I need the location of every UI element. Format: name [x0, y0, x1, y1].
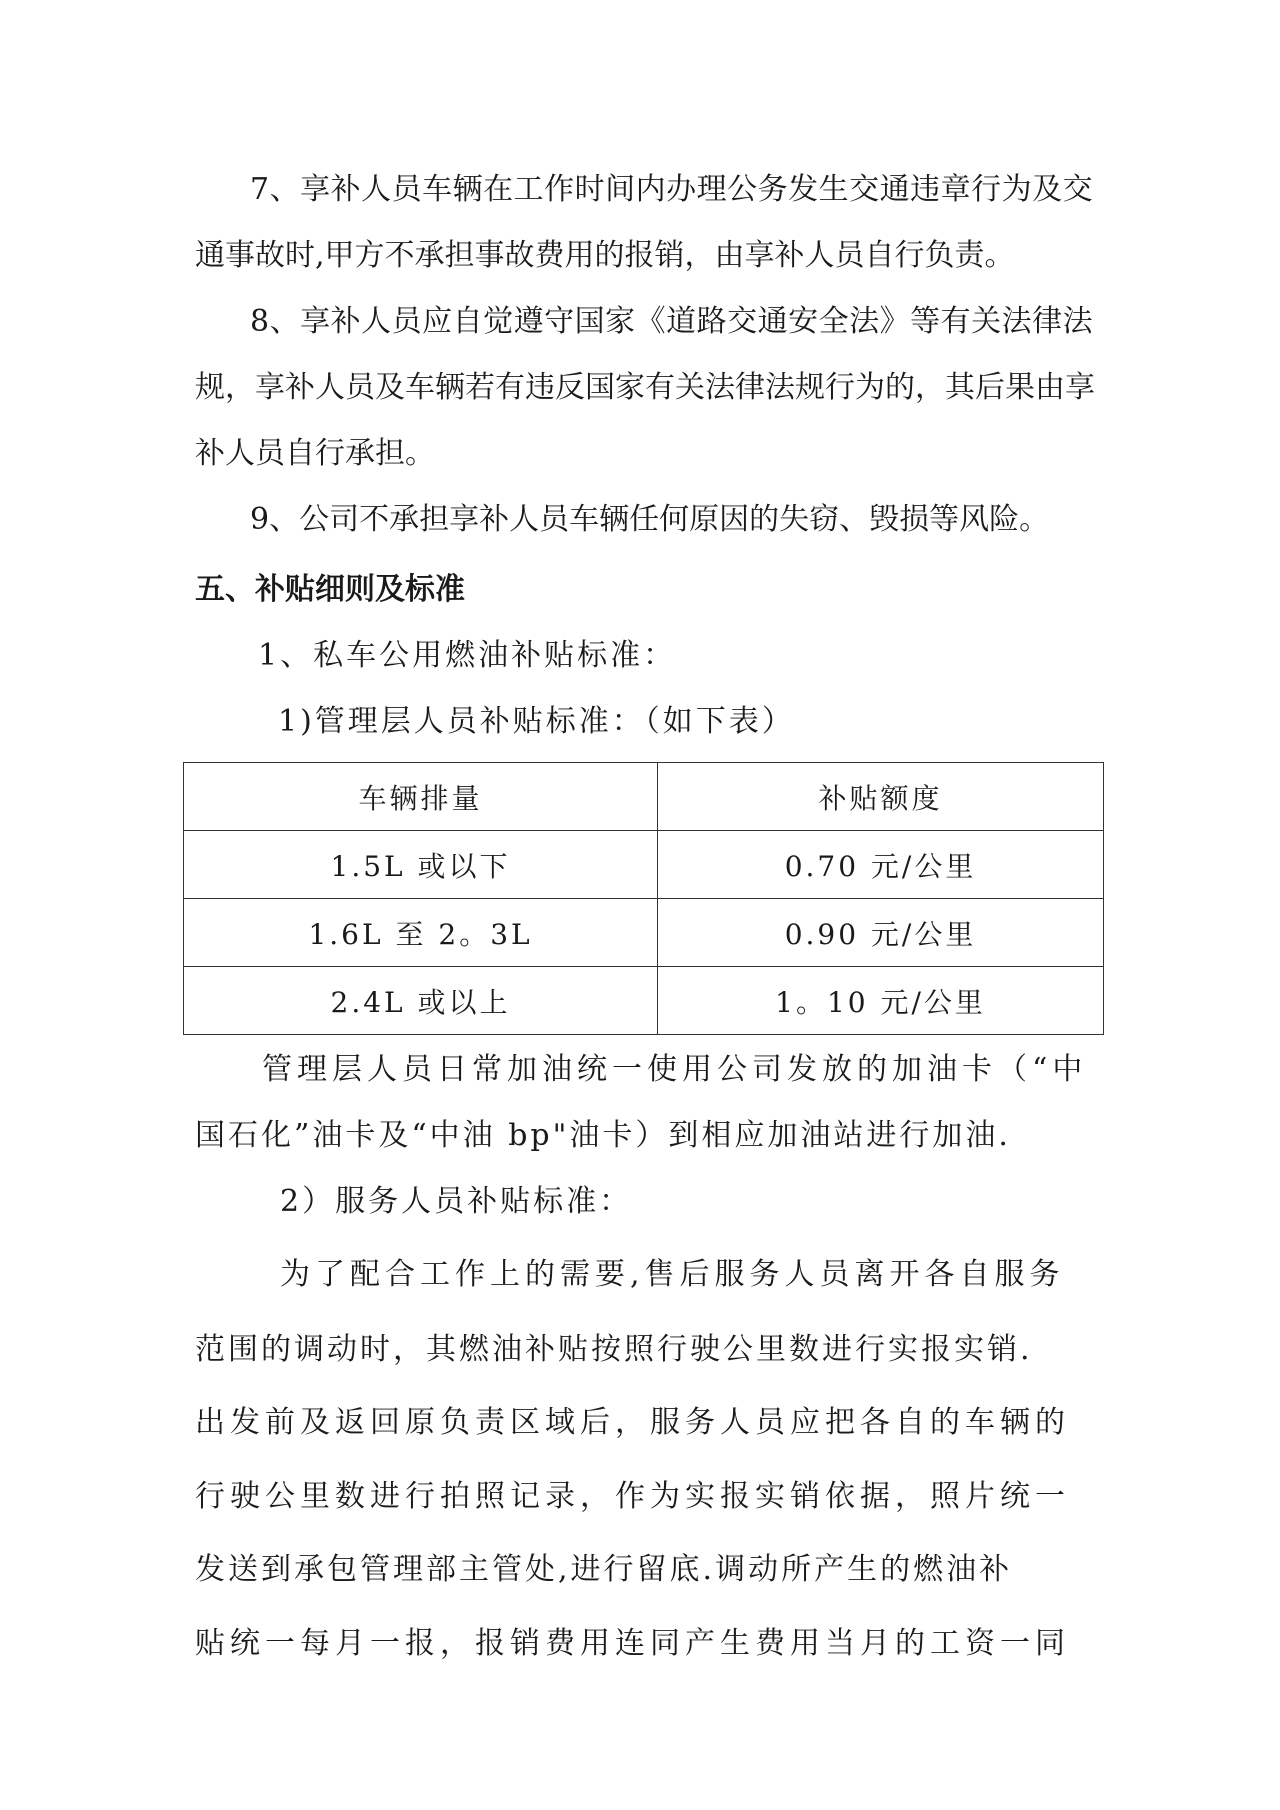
- table-row: [184, 967, 1104, 1035]
- paragraph-8-line-2: 规，享补人员及车辆若有违反国家有关法律法规行为的，其后果由享: [195, 370, 1095, 405]
- section-5-heading: 五、补贴细则及标准: [195, 572, 465, 607]
- after-table-line-1: 管理层人员日常加油统一使用公司发放的加油卡（“中: [262, 1052, 1088, 1087]
- section-5-item-1-1: 1)管理层人员补贴标准：（如下表）: [278, 704, 795, 739]
- item-2-line-2: 范围的调动时，其燃油补贴按照行驶公里数进行实报实销.: [195, 1332, 1033, 1367]
- paragraph-8-line-3: 补人员自行承担。: [195, 436, 435, 471]
- item-2-line-1: 为了配合工作上的需要,售后服务人员离开各自服务: [280, 1257, 1065, 1292]
- table-cell: 0.70 元/公里: [658, 831, 1104, 899]
- table-cell: 1.5L 或以下: [184, 831, 658, 899]
- table-header-displacement: 车辆排量: [184, 763, 658, 831]
- table-cell: 0.90 元/公里: [658, 899, 1104, 967]
- paragraph-9-line-1: 9、公司不承担享补人员车辆任何原因的失窃、毁损等风险。: [250, 502, 1050, 537]
- paragraph-7-line-2: 通事故时,甲方不承担事故费用的报销，由享补人员自行负责。: [195, 238, 1015, 273]
- item-2-line-4: 行驶公里数进行拍照记录，作为实报实销依据，照片统一: [195, 1479, 1070, 1514]
- table-cell: 2.4L 或以上: [184, 967, 658, 1035]
- item-2-line-6: 贴统一每月一报，报销费用连同产生费用当月的工资一同: [195, 1626, 1070, 1661]
- table-header-row: [184, 763, 1104, 831]
- table-header-subsidy: 补贴额度: [658, 763, 1104, 831]
- paragraph-8-line-1: 8、享补人员应自觉遵守国家《道路交通安全法》等有关法律法: [250, 304, 1094, 339]
- table-cell: 1.6L 至 2。3L: [184, 899, 658, 967]
- subsidy-table: [183, 762, 1104, 1035]
- item-2-line-3: 出发前及返回原负责区域后，服务人员应把各自的车辆的: [195, 1405, 1070, 1440]
- after-table-line-2: 国石化”油卡及“中油 bp"油卡）到相应加油站进行加油.: [195, 1118, 1011, 1153]
- table-cell: 1。10 元/公里: [658, 967, 1104, 1035]
- table-row: [184, 831, 1104, 899]
- item-2-line-5: 发送到承包管理部主管处,进行留底.调动所产生的燃油补: [195, 1552, 1013, 1587]
- paragraph-7-line-1: 7、享补人员车辆在工作时间内办理公务发生交通违章行为及交: [250, 172, 1094, 207]
- item-2-heading: 2）服务人员补贴标准：: [280, 1184, 633, 1219]
- section-5-item-1: 1、私车公用燃油补贴标准：: [258, 638, 677, 673]
- table-row: [184, 899, 1104, 967]
